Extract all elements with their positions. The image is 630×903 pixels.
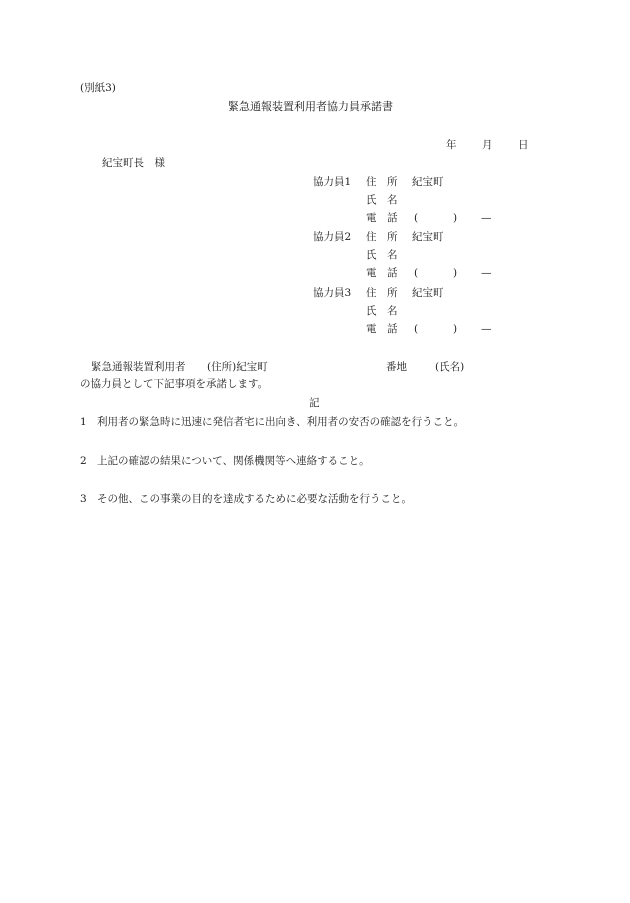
phone-label: 電 話 (366, 212, 398, 224)
phone-close-paren: ) (453, 267, 458, 279)
phone-open-paren: ( (414, 267, 419, 279)
statement-name-label: (氏名) (435, 361, 465, 373)
item-number: 2 (80, 455, 87, 467)
statement-user-label: 緊急通報装置利用者 (91, 361, 186, 373)
name-label: 氏 名 (366, 305, 398, 317)
date-month: 月 (482, 139, 493, 151)
phone-close-paren: ) (453, 323, 458, 335)
cooperator-label: 協力員1 (313, 176, 352, 188)
address-label: 住 所 (366, 176, 398, 188)
document-title: 緊急通報装置利用者協力員承諾書 (228, 100, 393, 113)
item-number: 3 (80, 493, 87, 505)
date-day: 日 (518, 139, 529, 151)
phone-open-paren: ( (414, 212, 419, 224)
statement-address-label: (住所)紀宝町 (207, 361, 268, 373)
address-value: 紀宝町 (412, 176, 444, 188)
cooperator-label: 協力員3 (313, 287, 352, 299)
date-year: 年 (446, 139, 457, 151)
phone-label: 電 話 (366, 267, 398, 279)
phone-dash: — (481, 212, 492, 224)
phone-dash: — (481, 267, 492, 279)
form-reference: (別紙3) (80, 82, 116, 94)
item-text: 利用者の緊急時に迅速に発信者宅に出向き、利用者の安否の確認を行うこと。 (97, 416, 465, 428)
phone-open-paren: ( (414, 323, 419, 335)
statement-banchi: 番地 (386, 361, 407, 373)
address-value: 紀宝町 (412, 287, 444, 299)
addressee: 紀宝町長 様 (102, 157, 165, 169)
cooperator-label: 協力員2 (313, 231, 352, 243)
item-text: その他、この事業の目的を達成するために必要な活動を行うこと。 (97, 493, 412, 505)
ki-heading: 記 (309, 397, 320, 409)
address-value: 紀宝町 (412, 231, 444, 243)
address-label: 住 所 (366, 287, 398, 299)
address-label: 住 所 (366, 231, 398, 243)
item-number: 1 (80, 416, 87, 428)
item-text: 上記の確認の結果について、関係機関等へ連絡すること。 (97, 455, 370, 467)
name-label: 氏 名 (366, 249, 398, 261)
phone-close-paren: ) (453, 212, 458, 224)
phone-dash: — (481, 323, 492, 335)
phone-label: 電 話 (366, 323, 398, 335)
name-label: 氏 名 (366, 194, 398, 206)
statement-line-2: の協力員として下記事項を承諾します。 (80, 378, 269, 390)
